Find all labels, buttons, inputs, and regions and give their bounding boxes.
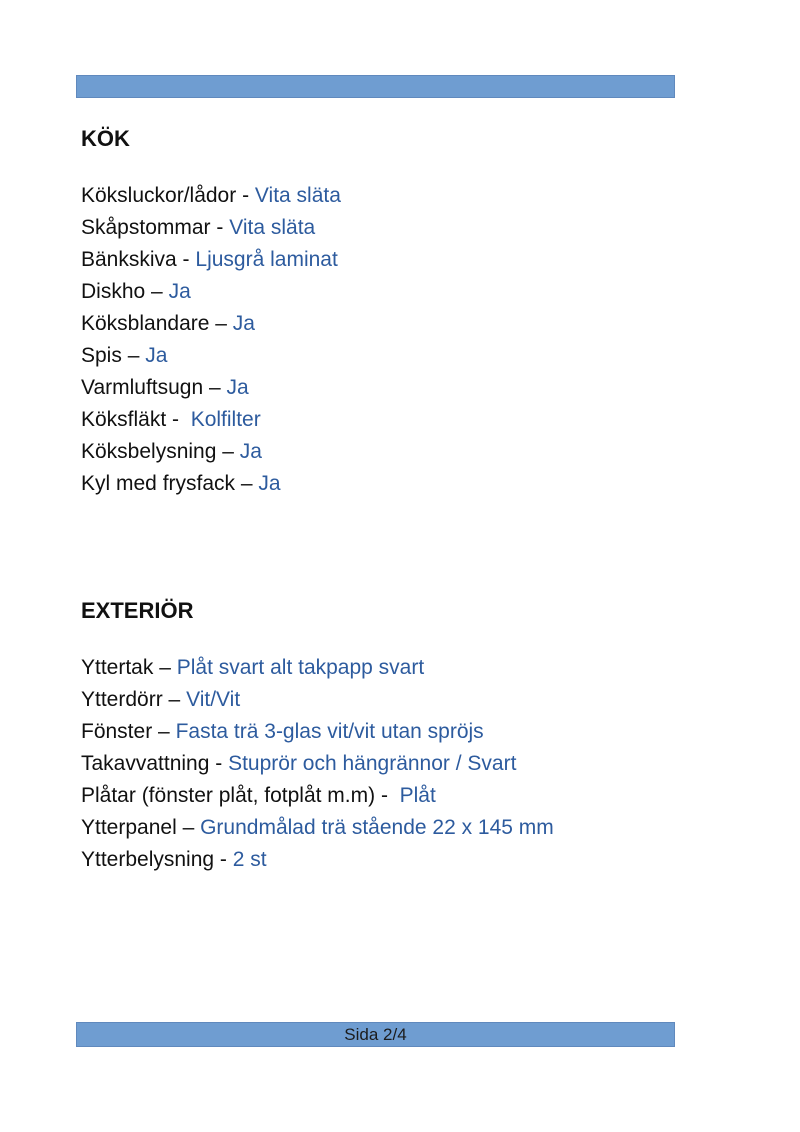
spec-label: Plåtar (fönster plåt, fotplåt m.m) bbox=[81, 784, 376, 807]
spec-label: Ytterpanel bbox=[81, 816, 177, 839]
spec-line bbox=[81, 652, 721, 684]
spec-label: Bänkskiva bbox=[81, 248, 177, 271]
page-content bbox=[81, 126, 721, 876]
section-exterior bbox=[81, 598, 721, 876]
spec-line bbox=[81, 308, 721, 340]
spec-value: Stuprör och hängrännor / Svart bbox=[228, 752, 517, 775]
spec-line bbox=[81, 812, 721, 844]
spec-separator: - bbox=[176, 248, 196, 271]
spec-value: Vita släta bbox=[254, 184, 341, 207]
spec-value: Ja bbox=[145, 344, 168, 367]
spec-line bbox=[81, 276, 721, 308]
spec-line bbox=[81, 180, 721, 212]
spec-line bbox=[81, 404, 721, 436]
spec-line bbox=[81, 340, 721, 372]
spec-value: Ja bbox=[226, 376, 249, 399]
spec-value: Plåt bbox=[399, 784, 436, 807]
spec-label: Köksfläkt bbox=[81, 408, 167, 431]
footer-bar bbox=[76, 1022, 675, 1047]
spec-line bbox=[81, 372, 721, 404]
spec-value: Grundmålad trä stående 22 x 145 mm bbox=[200, 816, 554, 839]
spec-value: Ja bbox=[258, 472, 281, 495]
spec-value: Ljusgrå laminat bbox=[195, 248, 338, 271]
spec-line bbox=[81, 844, 721, 876]
section-title-exterior: EXTERIÖR bbox=[81, 598, 194, 623]
spec-separator: – bbox=[176, 816, 201, 839]
spec-separator: – bbox=[216, 440, 240, 463]
spec-separator: - bbox=[214, 848, 233, 871]
header-bar bbox=[76, 75, 675, 98]
spec-line bbox=[81, 468, 721, 500]
spec-line bbox=[81, 436, 721, 468]
spec-separator: – bbox=[121, 344, 146, 367]
spec-separator: - bbox=[375, 784, 400, 807]
spec-separator: – bbox=[209, 312, 233, 335]
spec-label: Varmluftsugn bbox=[81, 376, 204, 399]
spec-separator: - bbox=[209, 752, 229, 775]
spec-label: Köksblandare bbox=[81, 312, 210, 335]
spec-separator: – bbox=[162, 688, 187, 711]
spec-separator: – bbox=[153, 656, 177, 679]
kitchen-spec-list bbox=[81, 180, 721, 500]
spec-label: Yttertak bbox=[81, 656, 154, 679]
spec-separator: – bbox=[203, 376, 227, 399]
spec-line bbox=[81, 716, 721, 748]
spec-value: Vit/Vit bbox=[186, 688, 241, 711]
spec-line bbox=[81, 780, 721, 812]
spec-value: 2 st bbox=[232, 848, 267, 871]
section-title-kok: KÖK bbox=[81, 126, 130, 151]
spec-label: Kyl med frysfack bbox=[81, 472, 236, 495]
spec-label: Köksluckor/lådor bbox=[81, 184, 237, 207]
spec-label: Skåpstommar bbox=[81, 216, 211, 239]
spec-line bbox=[81, 684, 721, 716]
spec-label: Spis bbox=[81, 344, 122, 367]
section-kitchen bbox=[81, 126, 721, 500]
spec-line bbox=[81, 748, 721, 780]
spec-separator: – bbox=[152, 720, 176, 743]
spec-label: Takavvattning bbox=[81, 752, 210, 775]
spec-separator: - bbox=[210, 216, 230, 239]
spec-value: Plåt svart alt takpapp svart bbox=[176, 656, 425, 679]
spec-line bbox=[81, 244, 721, 276]
exterior-spec-list bbox=[81, 652, 721, 876]
spec-separator: – bbox=[235, 472, 259, 495]
spec-value: Ja bbox=[239, 440, 262, 463]
spec-value: Fasta trä 3-glas vit/vit utan spröjs bbox=[175, 720, 484, 743]
spec-label: Fönster bbox=[81, 720, 153, 743]
spec-separator: - bbox=[166, 408, 191, 431]
spec-label: Ytterdörr bbox=[81, 688, 163, 711]
spec-separator: – bbox=[145, 280, 169, 303]
spec-value: Kolfilter bbox=[190, 408, 261, 431]
spec-label: Köksbelysning bbox=[81, 440, 217, 463]
spec-value: Ja bbox=[232, 312, 255, 335]
spec-label: Ytterbelysning bbox=[81, 848, 215, 871]
spec-line bbox=[81, 212, 721, 244]
spec-value: Vita släta bbox=[229, 216, 316, 239]
spec-label: Diskho bbox=[81, 280, 146, 303]
spec-value: Ja bbox=[168, 280, 191, 303]
page-number: Sida 2/4 bbox=[344, 1024, 407, 1044]
spec-separator: - bbox=[236, 184, 255, 207]
